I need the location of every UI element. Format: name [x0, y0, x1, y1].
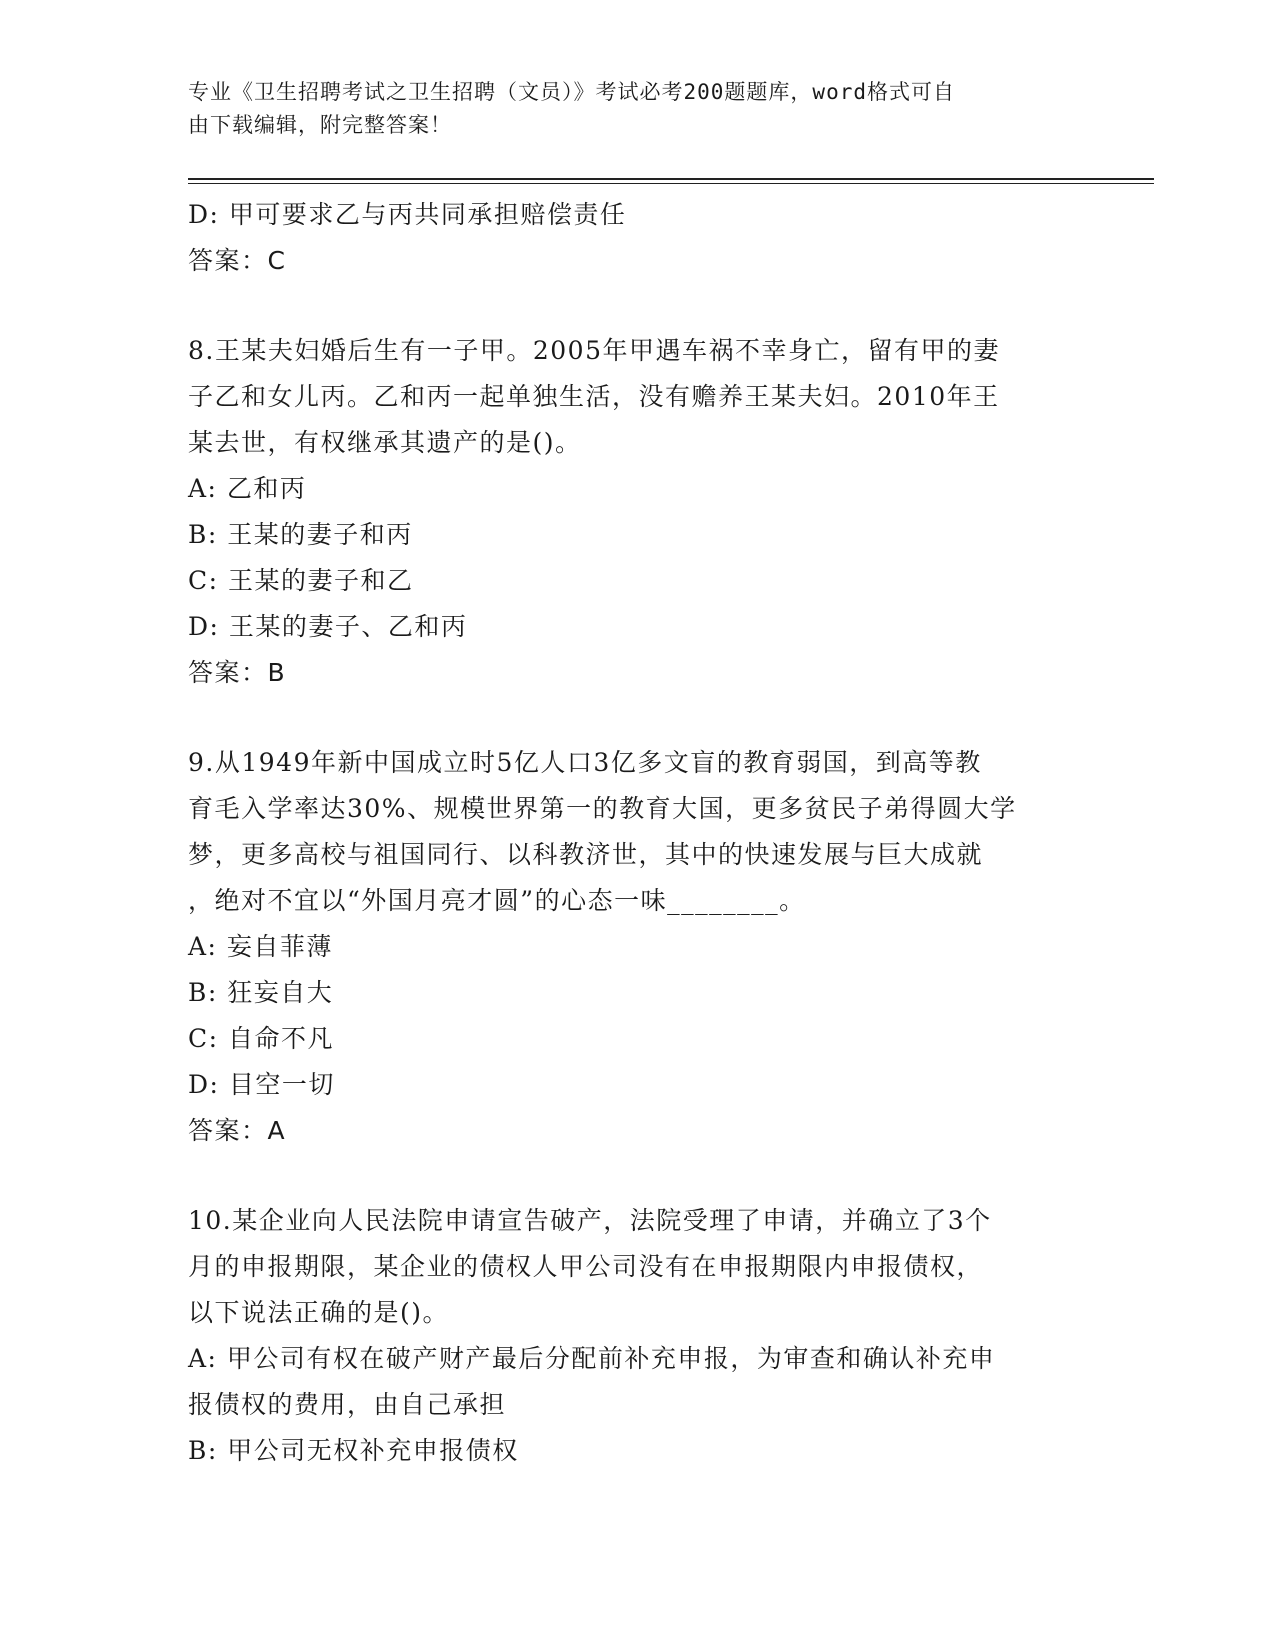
option-c: C: 自命不凡	[188, 1024, 334, 1053]
option-b: B: 王某的妻子和丙	[188, 520, 413, 549]
answer-label: 答案：B	[188, 658, 287, 687]
question-text-line: 梦，更多高校与祖国同行、以科教济世，其中的快速发展与巨大成就	[188, 840, 984, 869]
header-line-1: 专业《卫生招聘考试之卫生招聘（文员）》考试必考200题题库，word格式可自	[188, 80, 955, 104]
question-8	[188, 328, 1088, 696]
question-text-line: 某去世，有权继承其遗产的是()。	[188, 428, 582, 457]
question-text-line: ，绝对不宜以“外国月亮才圆”的心态一味________。	[188, 886, 806, 915]
previous-question-tail	[188, 192, 1088, 284]
header-divider-thin	[188, 183, 1154, 184]
question-text-line: 月的申报期限，某企业的债权人甲公司没有在申报期限内申报债权，	[188, 1252, 984, 1281]
answer-label: 答案：A	[188, 1116, 287, 1145]
option-a: A: 乙和丙	[188, 474, 307, 503]
question-text-line: 10.某企业向人民法院申请宣告破产，法院受理了申请，并确立了3个	[188, 1206, 992, 1235]
option-d: D: 甲可要求乙与丙共同承担赔偿责任	[188, 200, 627, 229]
document-body	[188, 192, 1088, 1474]
header-line-2: 由下载编辑，附完整答案！	[188, 113, 452, 137]
question-text-line: 子乙和女儿丙。乙和丙一起单独生活，没有赡养王某夫妇。2010年王	[188, 382, 1000, 411]
option-d: D: 王某的妻子、乙和丙	[188, 612, 468, 641]
document-header	[188, 76, 1088, 142]
option-a-continued: 报债权的费用，由自己承担	[188, 1390, 507, 1419]
question-10	[188, 1198, 1088, 1474]
option-b: B: 狂妄自大	[188, 978, 334, 1007]
question-9	[188, 740, 1088, 1154]
question-text-line: 8.王某夫妇婚后生有一子甲。2005年甲遇车祸不幸身亡，留有甲的妻	[188, 336, 1000, 365]
option-a: A: 甲公司有权在破产财产最后分配前补充申报，为审查和确认补充申	[188, 1344, 996, 1373]
header-divider-thick	[188, 178, 1154, 180]
option-d: D: 目空一切	[188, 1070, 335, 1099]
answer-label: 答案：C	[188, 246, 287, 275]
option-a: A: 妄自菲薄	[188, 932, 333, 961]
question-text-line: 以下说法正确的是()。	[188, 1298, 450, 1327]
option-c: C: 王某的妻子和乙	[188, 566, 414, 595]
option-b: B: 甲公司无权补充申报债权	[188, 1436, 519, 1465]
question-text-line: 育毛入学率达30%、规模世界第一的教育大国，更多贫民子弟得圆大学	[188, 794, 1017, 823]
question-text-line: 9.从1949年新中国成立时5亿人口3亿多文盲的教育弱国，到高等教	[188, 748, 982, 777]
